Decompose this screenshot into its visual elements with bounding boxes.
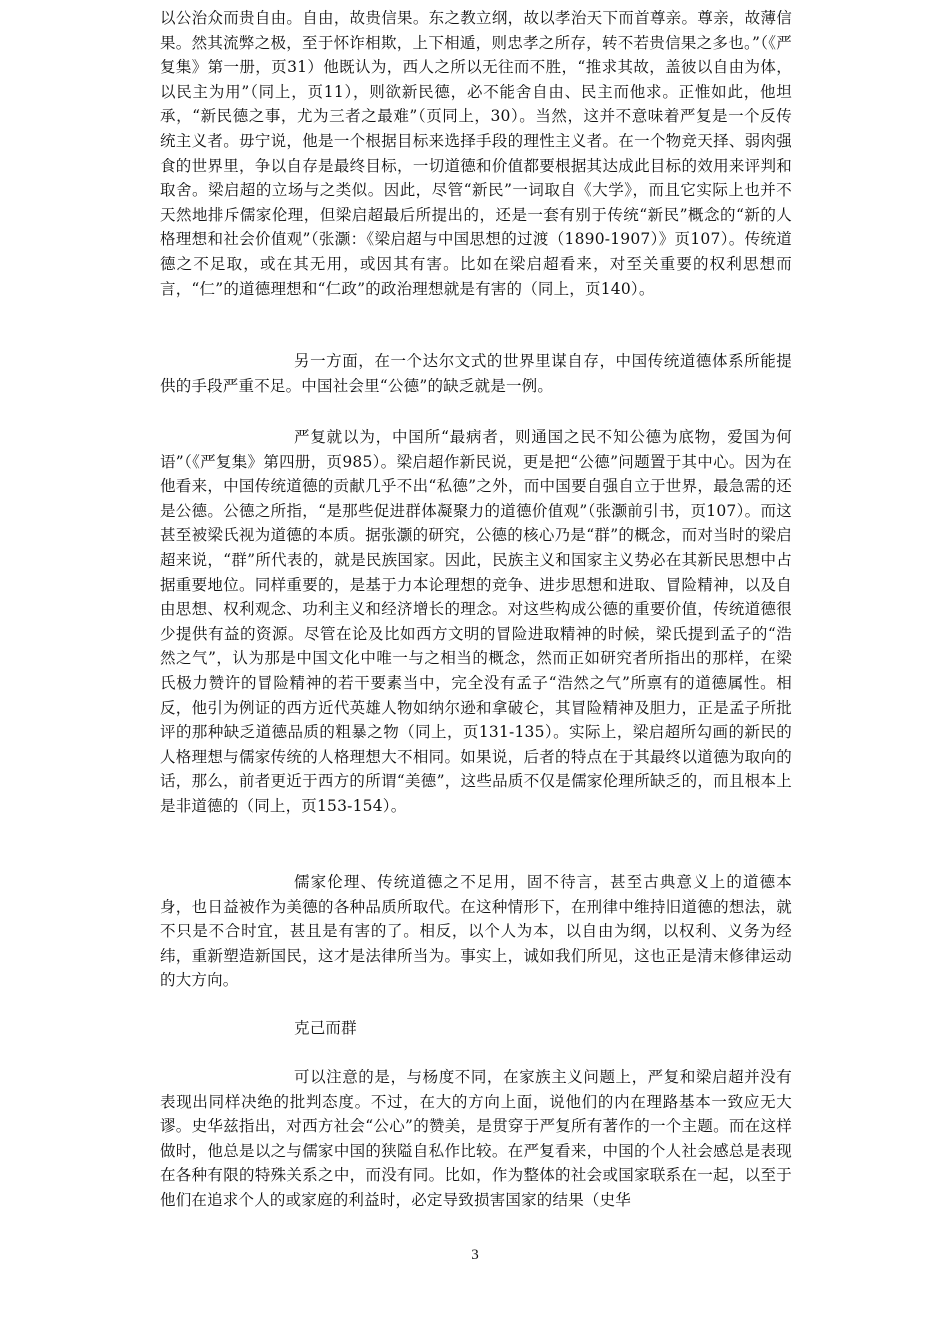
body-paragraph: 以公治众而贵自由。自由，故贵信果。东之教立纲，故以孝治天下而首尊亲。尊亲，故薄信果。然其流弊之极，至于怀诈相欺，上下相遁，则忠孝之所存，转不若贵信果之多也。”（《严复集》第一册，页31）他既认为，西人之所以无往而不胜，“推求其故，盖彼以自由为体，以民主为用”（同上，页11），则欲新民德，必不能舍自由、民主而他求。正惟如此，他坦承，“新民德之事，尤为三者之最难”（页同上，30）。当然，这并不意味着严复是一个反传统主义者。毋宁说，他是一个根据目标来选择手段的理性主义者。在一个物竞天择、弱肉强食的世界里，争以自存是最终目标，一切道德和价值都要根据其达成此目标的效用来评判和取舍。梁启超的立场与之类似。因此，尽管“新民”一词取自《大学》，而且它实际上也并不天然地排斥儒家伦理，但梁启超最后所提出的，还是一套有别于传统“新民”概念的“新的人格理想和社会价值观”（张灏：《梁启超与中国思想的过渡（1890-1907）》页107）。传统道德之不足取，或在其无用，或因其有害。比如在梁启超看来，对至关重要的权利思想而言，“仁”的道德理想和“仁政”的政治理想就是有害的（同上，页140）。	[160, 9, 792, 298]
body-paragraph: 严复就以为，中国所“最病者，则通国之民不知公德为底物，爱国为何语”（《严复集》第四册，页985）。梁启超作新民说，更是把“公德”问题置于其中心。因为在他看来，中国传统道德的贡献几乎不出“私德”之外，而中国要自强自立于世界，最急需的还是公德。公德之所指，“是那些促进群体凝聚力的道德价值观”（张灏前引书，页107）。而这甚至被梁氏视为道德的本质。据张灏的研究，公德的核心乃是“群”的概念，而对当时的梁启超来说，“群”所代表的，就是民族国家。因此，民族主义和国家主义势必在其新民思想中占据重要地位。同样重要的，是基于力本论理想的竞争、进步思想和进取、冒险精神，以及自由思想、权利观念、功利主义和经济增长的理念。对这些构成公德的重要价值，传统道德很少提供有益的资源。尽管在论及比如西方文明的冒险进取精神的时候，梁氏提到孟子的“浩然之气”，认为那是中国文化中唯一与之相当的概念，然而正如研究者所指出的那样，在梁氏极力赞许的冒险精神的若干要素当中，完全没有孟子“浩然之气”所禀有的道德属性。相反，他引为例证的西方近代英雄人物如纳尔逊和拿破仑，其冒险精神及胆力，正是孟子所批评的那种缺乏道德品质的粗暴之物（同上，页131-135）。实际上，梁启超所勾画的新民的人格理想与儒家传统的人格理想大不相同。如果说，后者的特点在于其最终以道德为取向的话，那么，前者更近于西方的所谓“美德”，这些品质不仅是儒家伦理所缺乏的，而且根本上是非道德的（同上，页153-154）。	[160, 428, 792, 815]
page-number: 3	[471, 1247, 479, 1263]
section-heading: 克己而群	[294, 1019, 357, 1037]
body-paragraph: 另一方面，在一个达尔文式的世界里谋自存，中国传统道德体系所能提供的手段严重不足。中国社会里“公德”的缺乏就是一例。	[160, 352, 792, 395]
body-paragraph: 可以注意的是，与杨度不同，在家族主义问题上，严复和梁启超并没有表现出同样决绝的批判态度。不过，在大的方向上面，说他们的内在理路基本一致应无大谬。史华兹指出，对西方社会“公心”的赞美，是贯穿于严复所有著作的一个主题。而在这样做时，他总是以之与儒家中国的狭隘自私作比较。在严复看来，中国的个人社会感总是表现在各种有限的特殊关系之中，而没有同。比如，作为整体的社会或国家联系在一起，以至于他们在追求个人的或家庭的利益时，必定导致损害国家的结果（史华	[160, 1068, 792, 1209]
body-paragraph: 儒家伦理、传统道德之不足用，固不待言，甚至古典意义上的道德本身，也日益被作为美德的各种品质所取代。在这种情形下，在刑律中维持旧道德的想法，就不只是不合时宜，甚且是有害的了。相反，以个人为本，以自由为纲，以权利、义务为经纬，重新塑造新国民，这才是法律所当为。事实上，诚如我们所见，这也正是清末修律运动的大方向。	[160, 873, 792, 990]
